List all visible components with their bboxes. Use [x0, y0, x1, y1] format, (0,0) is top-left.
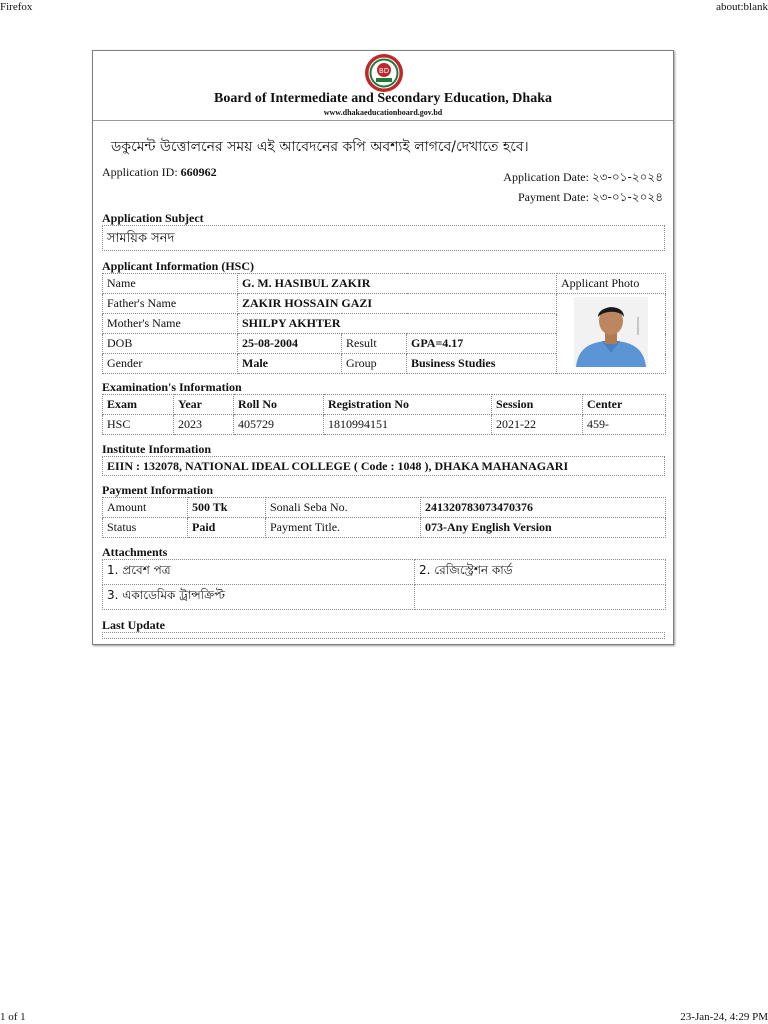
institute-value: EIIN : 132078, NATIONAL IDEAL COLLEGE ( Code : 1048 ), DHAKA MAHANAGARI — [107, 459, 569, 473]
board-header — [93, 51, 673, 121]
print-header-left: Firefox — [0, 1, 33, 13]
notice-text: ডকুমেন্ট উত্তোলনের সময় এই আবেদনের কপি অবশ্যই লাগবে/দেখাতে হবে। — [111, 139, 529, 155]
application-date-value: ২৩-০১-২০২৪ — [591, 170, 663, 184]
board-website: www.dhakaeducationboard.gov.bd — [323, 108, 443, 117]
payment-title-value: 073-Any English Version — [421, 518, 666, 538]
application-id-value: 660962 — [180, 165, 217, 179]
photo-cell — [557, 294, 666, 374]
application-date — [503, 167, 663, 187]
payment-date-label: Payment Date: — [517, 190, 589, 204]
subject-value: সাময়িক সনদ — [107, 231, 175, 246]
father-label: Father's Name — [103, 294, 238, 314]
applicant-photo — [574, 297, 648, 367]
photo-label: Applicant Photo — [557, 274, 666, 294]
group-label: Group — [342, 354, 407, 374]
result-label: Result — [342, 334, 407, 354]
amount-label: Amount — [103, 498, 188, 518]
mother-name: SHILPY AKHTER — [238, 314, 557, 334]
subject-title: Application Subject — [102, 211, 204, 225]
exam-header: Center — [583, 395, 666, 415]
status-label: Status — [103, 518, 188, 538]
applicant-title: Applicant Information (HSC) — [102, 259, 255, 273]
exam-cell: 2021-22 — [492, 415, 583, 435]
dob-label: DOB — [103, 334, 238, 354]
institute-box — [102, 456, 665, 476]
exam-table — [102, 394, 666, 435]
last-update-box — [102, 632, 665, 639]
payment-date — [503, 187, 663, 207]
seba-value: 241320783073470376 — [421, 498, 666, 518]
print-header-right: about:blank — [716, 1, 768, 13]
attachment-item: 3. একাডেমিক ট্রান্সক্রিপ্ট — [103, 585, 415, 610]
status-value: Paid — [188, 518, 266, 538]
exam-header: Exam — [103, 395, 174, 415]
payment-table — [102, 497, 666, 538]
mother-label: Mother's Name — [103, 314, 238, 334]
name-label: Name — [103, 274, 238, 294]
exam-cell: 405729 — [234, 415, 324, 435]
logo-text: BD — [378, 67, 390, 75]
exam-header: Roll No — [234, 395, 324, 415]
gender-label: Gender — [103, 354, 238, 374]
exam-cell: 459- — [583, 415, 666, 435]
result-value: GPA=4.17 — [407, 334, 557, 354]
seba-label: Sonali Seba No. — [266, 498, 421, 518]
attachments-title: Attachments — [102, 545, 168, 559]
attachment-empty-cell — [415, 585, 666, 610]
dob-value: 25-08-2004 — [238, 334, 342, 354]
attachment-item: 1. প্রবেশ পত্র — [103, 560, 415, 585]
exam-cell: 1810994151 — [324, 415, 492, 435]
print-footer-right: 23-Jan-24, 4:29 PM — [680, 1011, 768, 1023]
board-seal-icon — [364, 53, 404, 93]
exam-row — [103, 415, 666, 435]
exam-header: Year — [174, 395, 234, 415]
father-name: ZAKIR HOSSAIN GAZI — [238, 294, 557, 314]
print-footer-left: 1 of 1 — [0, 1011, 26, 1023]
exam-header: Session — [492, 395, 583, 415]
exam-title: Examination's Information — [102, 380, 242, 394]
board-title: Board of Intermediate and Secondary Education, Dhaka — [214, 91, 552, 106]
gender-value: Male — [238, 354, 342, 374]
application-sheet — [92, 50, 674, 645]
subject-box — [102, 225, 665, 251]
last-update-title: Last Update — [102, 618, 166, 632]
application-dates — [503, 167, 663, 207]
attachments-table — [102, 559, 666, 610]
application-id — [102, 165, 217, 180]
payment-date-value: ২৩-০১-২০২৪ — [591, 190, 663, 204]
exam-cell: HSC — [103, 415, 174, 435]
payment-title-label: Payment Title. — [266, 518, 421, 538]
application-id-label: Application ID: — [102, 165, 178, 179]
group-value: Business Studies — [407, 354, 557, 374]
applicant-table — [102, 273, 666, 374]
amount-value: 500 Tk — [188, 498, 266, 518]
exam-header: Registration No — [324, 395, 492, 415]
exam-cell: 2023 — [174, 415, 234, 435]
institute-title: Institute Information — [102, 442, 212, 456]
attachment-item: 2. রেজিস্ট্রেশন কার্ড — [415, 560, 666, 585]
applicant-name: G. M. HASIBUL ZAKIR — [238, 274, 557, 294]
application-date-label: Application Date: — [503, 170, 589, 184]
payment-title: Payment Information — [102, 483, 213, 497]
exam-header-row — [103, 395, 666, 415]
